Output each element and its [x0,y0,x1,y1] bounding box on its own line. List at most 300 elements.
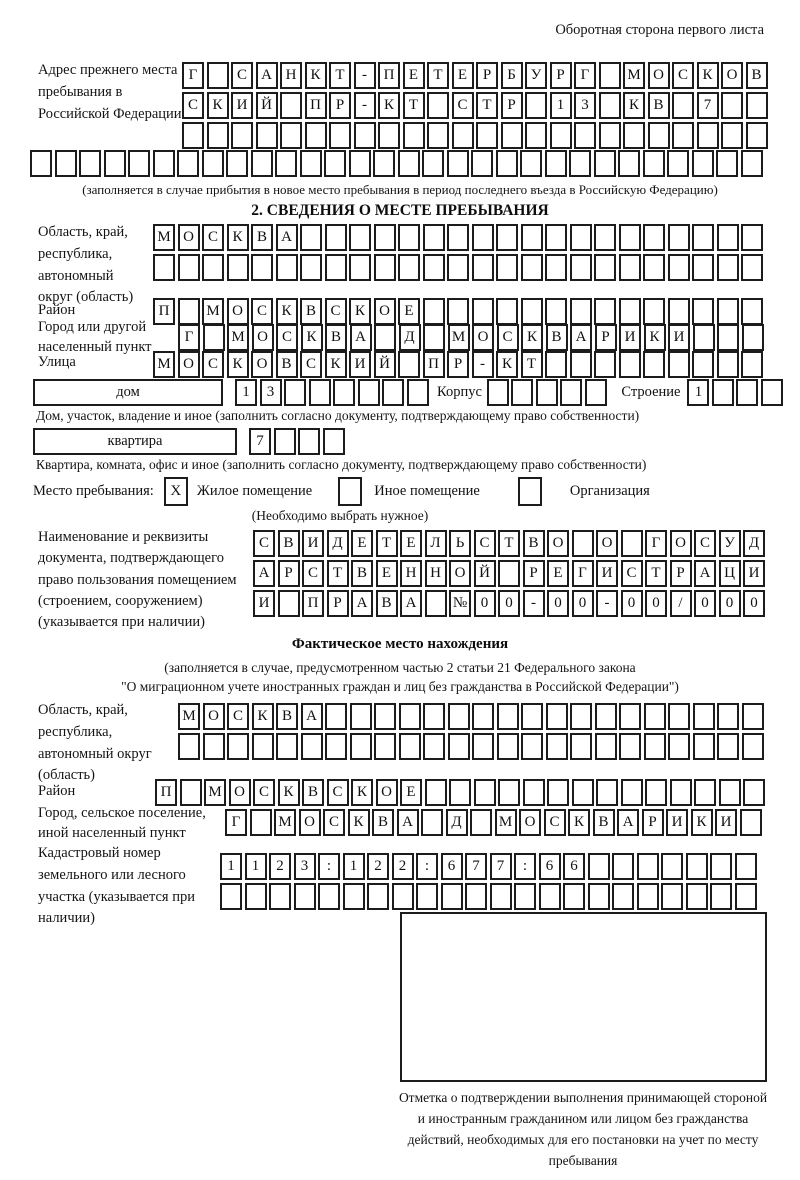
char-cell[interactable]: 0 [572,590,594,617]
char-cell[interactable] [496,298,518,325]
char-cell[interactable] [447,298,469,325]
char-cell[interactable] [525,92,547,119]
char-cell[interactable] [276,733,298,760]
char-cell[interactable] [465,883,487,910]
char-cell[interactable] [521,298,543,325]
char-cell[interactable]: М [623,62,645,89]
char-cell[interactable]: К [691,809,713,836]
char-cell[interactable]: О [203,703,225,730]
char-cell[interactable] [305,122,327,149]
char-cell[interactable]: 0 [474,590,496,617]
house-number-row[interactable] [235,379,431,406]
char-cell[interactable] [441,883,463,910]
char-cell[interactable] [594,150,616,177]
char-cell[interactable] [358,379,380,406]
char-cell[interactable] [207,62,229,89]
char-cell[interactable] [550,122,572,149]
char-cell[interactable]: И [253,590,275,617]
char-cell[interactable]: 0 [719,590,741,617]
char-cell[interactable] [349,224,371,251]
char-cell[interactable]: И [231,92,253,119]
char-cell[interactable]: С [251,298,273,325]
char-cell[interactable]: Р [595,324,617,351]
char-cell[interactable] [416,883,438,910]
char-cell[interactable]: Р [327,590,349,617]
char-cell[interactable] [735,883,757,910]
char-cell[interactable] [596,779,618,806]
char-cell[interactable] [545,224,567,251]
char-cell[interactable] [324,150,346,177]
char-cell[interactable]: Е [403,62,425,89]
char-cell[interactable] [746,92,768,119]
char-cell[interactable] [153,150,175,177]
char-cell[interactable]: Т [498,530,520,557]
char-cell[interactable] [710,883,732,910]
char-cell[interactable]: Р [501,92,523,119]
char-cell[interactable]: С [182,92,204,119]
street-row[interactable] [153,351,766,378]
char-cell[interactable]: Р [642,809,664,836]
char-cell[interactable]: О [178,351,200,378]
char-cell[interactable]: 0 [645,590,667,617]
char-cell[interactable]: В [276,703,298,730]
char-cell[interactable]: С [452,92,474,119]
char-cell[interactable]: В [278,530,300,557]
char-cell[interactable] [472,254,494,281]
char-cell[interactable] [497,733,519,760]
char-cell[interactable]: 2 [269,853,291,880]
char-cell[interactable]: № [449,590,471,617]
char-cell[interactable]: В [372,809,394,836]
char-cell[interactable]: К [568,809,590,836]
char-cell[interactable]: К [227,351,249,378]
char-cell[interactable]: В [523,530,545,557]
char-cell[interactable] [487,379,509,406]
char-cell[interactable] [672,92,694,119]
prev-address-row-2[interactable] [182,92,770,119]
char-cell[interactable]: И [302,530,324,557]
char-cell[interactable] [661,883,683,910]
char-cell[interactable]: О [547,530,569,557]
char-cell[interactable]: К [521,324,543,351]
fact-region-row-1[interactable] [178,703,766,730]
stay-checkbox-zhiloe[interactable]: X [164,477,188,506]
char-cell[interactable] [354,122,376,149]
char-cell[interactable] [693,703,715,730]
char-cell[interactable]: 1 [343,853,365,880]
char-cell[interactable] [668,254,690,281]
char-cell[interactable] [374,224,396,251]
char-cell[interactable] [202,254,224,281]
char-cell[interactable] [619,224,641,251]
char-cell[interactable]: А [256,62,278,89]
char-cell[interactable]: В [648,92,670,119]
fact-cadastral-row-1[interactable] [220,853,759,880]
char-cell[interactable] [574,122,596,149]
char-cell[interactable] [280,92,302,119]
char-cell[interactable] [670,779,692,806]
char-cell[interactable] [423,224,445,251]
char-cell[interactable] [741,298,763,325]
char-cell[interactable]: Р [329,92,351,119]
char-cell[interactable] [382,379,404,406]
stay-checkbox-inoe[interactable] [338,477,362,506]
char-cell[interactable] [245,883,267,910]
char-cell[interactable] [569,150,591,177]
char-cell[interactable] [498,560,520,587]
char-cell[interactable] [570,733,592,760]
char-cell[interactable] [294,883,316,910]
char-cell[interactable] [325,224,347,251]
char-cell[interactable] [547,779,569,806]
char-cell[interactable]: В [300,298,322,325]
char-cell[interactable]: - [472,351,494,378]
char-cell[interactable] [325,733,347,760]
char-cell[interactable] [350,703,372,730]
char-cell[interactable]: К [496,351,518,378]
char-cell[interactable] [403,122,425,149]
char-cell[interactable]: А [301,703,323,730]
fact-district-row[interactable] [155,779,768,806]
char-cell[interactable]: В [546,324,568,351]
document-row-2[interactable] [253,560,768,587]
char-cell[interactable]: 7 [465,853,487,880]
char-cell[interactable]: А [351,590,373,617]
char-cell[interactable]: К [301,324,323,351]
char-cell[interactable]: О [229,779,251,806]
char-cell[interactable]: 0 [547,590,569,617]
char-cell[interactable]: С [227,703,249,730]
char-cell[interactable]: В [593,809,615,836]
char-cell[interactable] [741,254,763,281]
char-cell[interactable] [599,92,621,119]
char-cell[interactable] [378,122,400,149]
char-cell[interactable] [202,150,224,177]
char-cell[interactable]: 0 [694,590,716,617]
char-cell[interactable]: О [376,779,398,806]
char-cell[interactable] [177,150,199,177]
char-cell[interactable]: 6 [539,853,561,880]
char-cell[interactable] [563,883,585,910]
char-cell[interactable]: В [325,324,347,351]
char-cell[interactable] [472,703,494,730]
char-cell[interactable]: Д [446,809,468,836]
char-cell[interactable] [300,224,322,251]
char-cell[interactable]: Й [374,351,396,378]
char-cell[interactable]: / [670,590,692,617]
char-cell[interactable] [570,351,592,378]
char-cell[interactable] [599,62,621,89]
char-cell[interactable]: Р [670,560,692,587]
char-cell[interactable] [231,122,253,149]
char-cell[interactable] [333,379,355,406]
char-cell[interactable] [275,150,297,177]
char-cell[interactable] [350,733,372,760]
char-cell[interactable]: Т [376,530,398,557]
char-cell[interactable]: Т [327,560,349,587]
char-cell[interactable] [594,298,616,325]
char-cell[interactable]: К [207,92,229,119]
char-cell[interactable] [545,298,567,325]
char-cell[interactable] [612,853,634,880]
char-cell[interactable] [546,733,568,760]
char-cell[interactable]: - [596,590,618,617]
char-cell[interactable] [621,530,643,557]
char-cell[interactable]: О [670,530,692,557]
char-cell[interactable]: К [325,351,347,378]
char-cell[interactable]: Е [398,298,420,325]
char-cell[interactable] [318,883,340,910]
char-cell[interactable] [570,298,592,325]
char-cell[interactable]: А [350,324,372,351]
char-cell[interactable]: С [276,324,298,351]
char-cell[interactable] [717,733,739,760]
char-cell[interactable]: : [416,853,438,880]
char-cell[interactable] [496,254,518,281]
char-cell[interactable] [588,883,610,910]
char-cell[interactable]: Г [182,62,204,89]
char-cell[interactable] [545,150,567,177]
char-cell[interactable] [422,150,444,177]
char-cell[interactable]: 2 [367,853,389,880]
char-cell[interactable] [521,733,543,760]
char-cell[interactable] [594,254,616,281]
char-cell[interactable]: Н [280,62,302,89]
char-cell[interactable] [269,883,291,910]
char-cell[interactable] [472,298,494,325]
char-cell[interactable]: Р [278,560,300,587]
char-cell[interactable]: О [449,560,471,587]
char-cell[interactable] [497,703,519,730]
char-cell[interactable]: 3 [294,853,316,880]
char-cell[interactable]: 3 [574,92,596,119]
char-cell[interactable] [447,254,469,281]
char-cell[interactable]: О [251,351,273,378]
char-cell[interactable] [325,703,347,730]
prev-address-row-3[interactable] [182,122,770,149]
char-cell[interactable]: - [354,92,376,119]
char-cell[interactable] [619,351,641,378]
char-cell[interactable] [585,379,607,406]
char-cell[interactable] [648,122,670,149]
char-cell[interactable] [178,298,200,325]
char-cell[interactable]: М [274,809,296,836]
char-cell[interactable]: 1 [245,853,267,880]
char-cell[interactable] [251,254,273,281]
char-cell[interactable] [572,530,594,557]
char-cell[interactable]: Д [327,530,349,557]
char-cell[interactable]: У [525,62,547,89]
char-cell[interactable] [496,224,518,251]
char-cell[interactable] [716,150,738,177]
char-cell[interactable] [539,883,561,910]
char-cell[interactable] [612,883,634,910]
char-cell[interactable] [399,703,421,730]
char-cell[interactable] [643,298,665,325]
char-cell[interactable]: К [644,324,666,351]
char-cell[interactable] [694,779,716,806]
char-cell[interactable]: И [666,809,688,836]
char-cell[interactable] [398,351,420,378]
char-cell[interactable] [572,779,594,806]
char-cell[interactable] [645,779,667,806]
char-cell[interactable]: П [305,92,327,119]
char-cell[interactable] [449,779,471,806]
region-row-1[interactable] [153,224,766,251]
char-cell[interactable]: И [619,324,641,351]
char-cell[interactable]: Н [400,560,422,587]
char-cell[interactable]: М [227,324,249,351]
char-cell[interactable]: Д [399,324,421,351]
char-cell[interactable]: А [694,560,716,587]
char-cell[interactable] [398,150,420,177]
char-cell[interactable] [182,122,204,149]
char-cell[interactable]: Б [501,62,523,89]
char-cell[interactable] [398,224,420,251]
char-cell[interactable] [668,224,690,251]
char-cell[interactable]: С [231,62,253,89]
char-cell[interactable] [55,150,77,177]
char-cell[interactable]: Р [447,351,469,378]
char-cell[interactable]: 0 [498,590,520,617]
char-cell[interactable] [693,733,715,760]
char-cell[interactable] [672,122,694,149]
char-cell[interactable] [525,122,547,149]
char-cell[interactable] [618,150,640,177]
char-cell[interactable] [697,122,719,149]
char-cell[interactable]: И [349,351,371,378]
char-cell[interactable] [274,428,296,455]
char-cell[interactable] [692,150,714,177]
char-cell[interactable]: О [519,809,541,836]
char-cell[interactable]: С [300,351,322,378]
char-cell[interactable] [619,703,641,730]
char-cell[interactable] [667,150,689,177]
char-cell[interactable] [498,779,520,806]
char-cell[interactable] [668,351,690,378]
char-cell[interactable]: 3 [260,379,282,406]
char-cell[interactable]: : [318,853,340,880]
char-cell[interactable] [374,324,396,351]
char-cell[interactable]: К [276,298,298,325]
char-cell[interactable]: Ц [719,560,741,587]
char-cell[interactable]: К [351,779,373,806]
char-cell[interactable] [367,883,389,910]
char-cell[interactable]: Ь [449,530,471,557]
char-cell[interactable] [374,703,396,730]
char-cell[interactable]: М [153,351,175,378]
char-cell[interactable]: - [354,62,376,89]
char-cell[interactable]: Е [351,530,373,557]
char-cell[interactable] [719,779,741,806]
char-cell[interactable]: К [252,703,274,730]
char-cell[interactable]: : [514,853,536,880]
char-cell[interactable]: У [719,530,741,557]
char-cell[interactable] [735,853,757,880]
char-cell[interactable] [79,150,101,177]
char-cell[interactable] [300,254,322,281]
char-cell[interactable] [668,703,690,730]
char-cell[interactable] [619,254,641,281]
district-row[interactable] [153,298,766,325]
char-cell[interactable]: К [227,224,249,251]
char-cell[interactable] [392,883,414,910]
char-cell[interactable] [717,298,739,325]
char-cell[interactable]: И [596,560,618,587]
char-cell[interactable]: Т [645,560,667,587]
char-cell[interactable]: Г [178,324,200,351]
char-cell[interactable]: Е [452,62,474,89]
char-cell[interactable] [686,853,708,880]
char-cell[interactable]: Т [403,92,425,119]
char-cell[interactable] [742,324,764,351]
char-cell[interactable] [643,224,665,251]
char-cell[interactable] [668,298,690,325]
char-cell[interactable] [256,122,278,149]
char-cell[interactable]: 6 [563,853,585,880]
char-cell[interactable]: С [544,809,566,836]
char-cell[interactable] [661,853,683,880]
char-cell[interactable]: С [202,351,224,378]
char-cell[interactable]: А [570,324,592,351]
char-cell[interactable] [501,122,523,149]
char-cell[interactable] [250,809,272,836]
char-cell[interactable] [399,733,421,760]
char-cell[interactable] [741,150,763,177]
char-cell[interactable]: П [302,590,324,617]
char-cell[interactable]: Р [476,62,498,89]
char-cell[interactable] [425,590,447,617]
char-cell[interactable] [474,779,496,806]
char-cell[interactable] [742,733,764,760]
char-cell[interactable] [325,254,347,281]
fact-cadastral-row-2[interactable] [220,883,759,910]
char-cell[interactable]: С [323,809,345,836]
char-cell[interactable] [637,853,659,880]
char-cell[interactable]: Г [572,560,594,587]
char-cell[interactable] [421,809,443,836]
stay-checkbox-org[interactable] [518,477,542,506]
korpus-row[interactable] [487,379,610,406]
char-cell[interactable]: Р [523,560,545,587]
char-cell[interactable]: П [378,62,400,89]
char-cell[interactable] [423,254,445,281]
char-cell[interactable] [643,351,665,378]
document-row-1[interactable] [253,530,768,557]
char-cell[interactable] [452,122,474,149]
char-cell[interactable] [712,379,734,406]
char-cell[interactable]: Г [645,530,667,557]
char-cell[interactable] [686,883,708,910]
char-cell[interactable]: Т [521,351,543,378]
char-cell[interactable] [470,809,492,836]
char-cell[interactable]: С [202,224,224,251]
char-cell[interactable] [227,254,249,281]
char-cell[interactable] [104,150,126,177]
char-cell[interactable]: О [648,62,670,89]
char-cell[interactable] [746,122,768,149]
char-cell[interactable] [570,703,592,730]
char-cell[interactable]: С [253,779,275,806]
char-cell[interactable]: Т [476,92,498,119]
char-cell[interactable]: М [204,779,226,806]
char-cell[interactable] [178,254,200,281]
fact-city-row[interactable] [225,809,764,836]
char-cell[interactable] [736,379,758,406]
char-cell[interactable] [511,379,533,406]
region-row-2[interactable] [153,254,766,281]
char-cell[interactable] [373,150,395,177]
